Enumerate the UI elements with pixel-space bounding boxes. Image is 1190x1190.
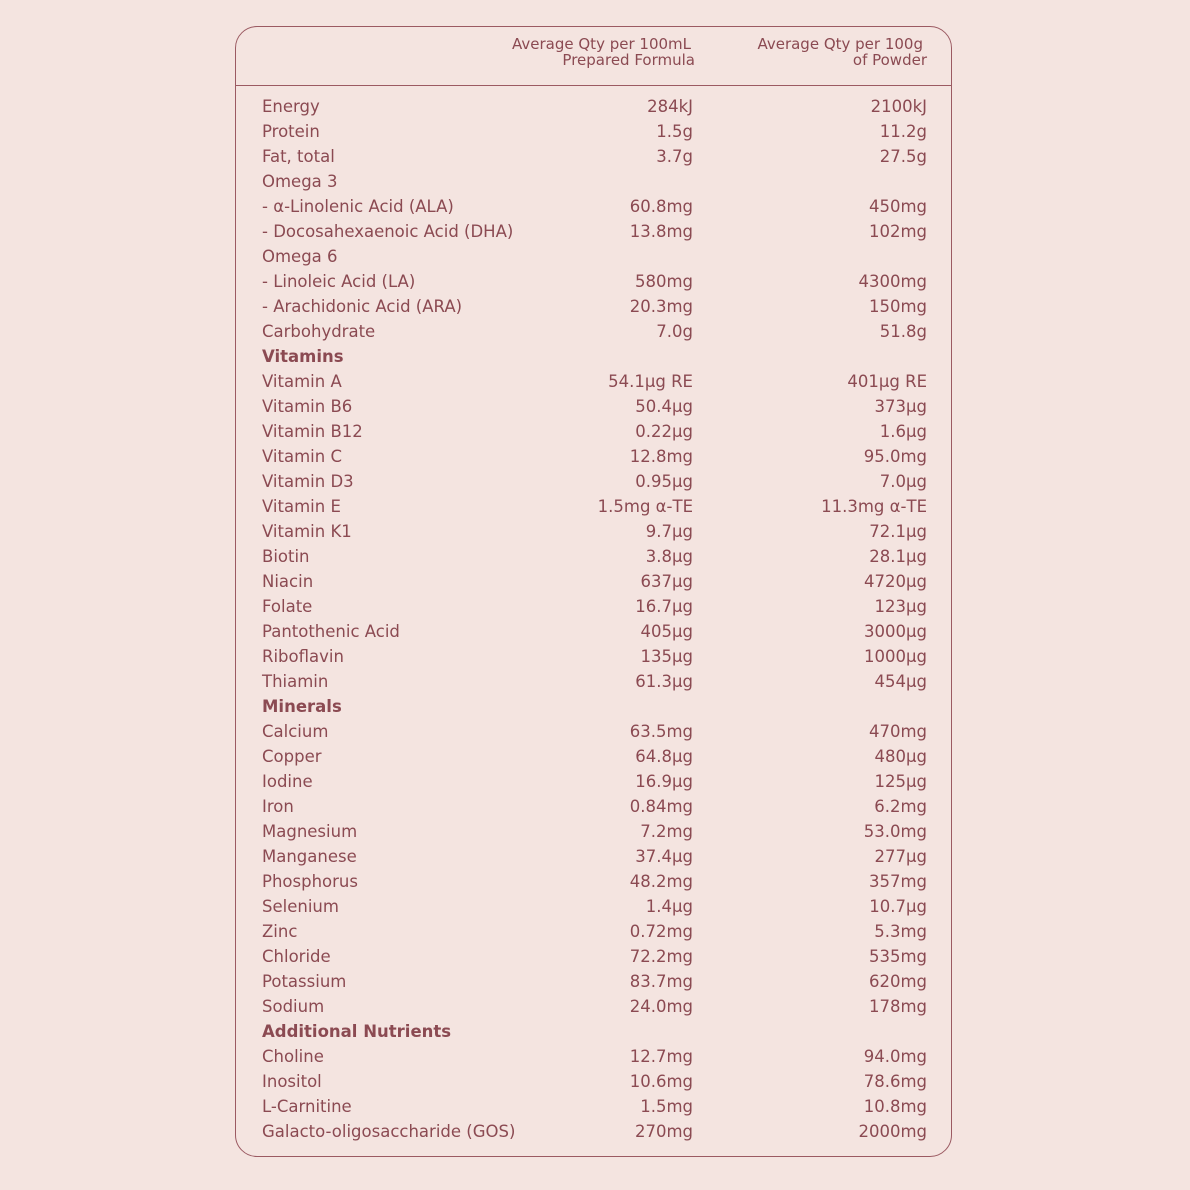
column-header-per-100ml-line1: Average Qty per 100mL	[512, 35, 691, 53]
nutrient-name: L-Carnitine	[262, 1097, 352, 1116]
value-per-100ml: 72.2mg	[629, 947, 693, 966]
table-row	[236, 394, 951, 419]
value-per-100ml: 7.2mg	[640, 822, 693, 841]
nutrient-name: Sodium	[262, 997, 325, 1016]
table-row	[236, 1069, 951, 1094]
value-per-100ml: 1.5g	[656, 122, 693, 141]
value-per-100g: 450mg	[868, 197, 927, 216]
table-row	[236, 519, 951, 544]
column-header-per-100ml	[512, 36, 695, 68]
value-per-100g: 3000μg	[864, 622, 927, 641]
nutrient-name: Zinc	[262, 922, 298, 941]
table-row	[236, 444, 951, 469]
nutrient-name: Inositol	[262, 1072, 322, 1091]
value-per-100g: 5.3mg	[874, 922, 927, 941]
value-per-100ml: 3.8μg	[645, 547, 693, 566]
value-per-100ml: 12.7mg	[629, 1047, 693, 1066]
nutrient-name: Vitamin D3	[262, 472, 354, 491]
nutrient-name: Thiamin	[262, 672, 329, 691]
table-row	[236, 944, 951, 969]
nutrient-name: Carbohydrate	[262, 322, 376, 341]
column-header-per-100g	[757, 36, 927, 68]
value-per-100ml: 20.3mg	[629, 297, 693, 316]
value-per-100ml: 60.8mg	[629, 197, 693, 216]
table-row	[236, 1119, 951, 1144]
nutrient-name: Chloride	[262, 947, 331, 966]
nutrient-name: Potassium	[262, 972, 347, 991]
table-row	[236, 119, 951, 144]
table-row	[236, 619, 951, 644]
nutrient-name: Calcium	[262, 722, 329, 741]
value-per-100ml: 16.7μg	[635, 597, 693, 616]
table-row	[236, 669, 951, 694]
table-row	[236, 719, 951, 744]
value-per-100g: 123μg	[874, 597, 927, 616]
nutrient-name: Copper	[262, 747, 322, 766]
table-row	[236, 869, 951, 894]
value-per-100g: 1.6μg	[879, 422, 927, 441]
table-row	[236, 594, 951, 619]
value-per-100ml: 1.4μg	[645, 897, 693, 916]
value-per-100ml: 135μg	[640, 647, 693, 666]
value-per-100ml: 10.6mg	[629, 1072, 693, 1091]
table-row	[236, 994, 951, 1019]
value-per-100ml: 24.0mg	[629, 997, 693, 1016]
nutrient-name: Omega 6	[262, 247, 338, 266]
table-row	[236, 919, 951, 944]
value-per-100g: 78.6mg	[863, 1072, 927, 1091]
value-per-100ml: 284kJ	[647, 97, 693, 116]
value-per-100g: 277μg	[874, 847, 927, 866]
table-row	[236, 169, 951, 194]
nutrient-name: Biotin	[262, 547, 310, 566]
value-per-100ml: 1.5mg	[640, 1097, 693, 1116]
table-row	[236, 544, 951, 569]
section-heading-row	[236, 1019, 951, 1044]
value-per-100ml: 405μg	[640, 622, 693, 641]
table-header	[236, 27, 951, 86]
nutrient-name: Vitamin A	[262, 372, 342, 391]
nutrient-name: Energy	[262, 97, 320, 116]
value-per-100ml: 0.22μg	[635, 422, 693, 441]
table-row	[236, 844, 951, 869]
value-per-100g: 4300mg	[858, 272, 927, 291]
value-per-100ml: 64.8μg	[635, 747, 693, 766]
value-per-100ml: 9.7μg	[645, 522, 693, 541]
value-per-100g: 2100kJ	[870, 97, 927, 116]
table-row	[236, 769, 951, 794]
value-per-100ml: 0.95μg	[635, 472, 693, 491]
section-heading: Minerals	[262, 697, 342, 716]
value-per-100g: 28.1μg	[869, 547, 927, 566]
table-row	[236, 194, 951, 219]
table-row	[236, 219, 951, 244]
value-per-100g: 470mg	[868, 722, 927, 741]
value-per-100g: 178mg	[868, 997, 927, 1016]
section-heading-row	[236, 344, 951, 369]
value-per-100g: 620mg	[868, 972, 927, 991]
value-per-100ml: 16.9μg	[635, 772, 693, 791]
nutrient-name: - Linoleic Acid (LA)	[262, 272, 416, 291]
value-per-100ml: 12.8mg	[629, 447, 693, 466]
nutrient-name: Vitamin E	[262, 497, 341, 516]
value-per-100g: 51.8g	[879, 322, 927, 341]
value-per-100ml: 0.84mg	[629, 797, 693, 816]
value-per-100g: 102mg	[868, 222, 927, 241]
nutrient-name: Vitamin K1	[262, 522, 352, 541]
table-body	[236, 94, 951, 1144]
value-per-100g: 150mg	[868, 297, 927, 316]
value-per-100g: 7.0μg	[879, 472, 927, 491]
nutrient-name: - Docosahexaenoic Acid (DHA)	[262, 222, 514, 241]
nutrient-name: Folate	[262, 597, 313, 616]
value-per-100ml: 63.5mg	[629, 722, 693, 741]
value-per-100g: 94.0mg	[863, 1047, 927, 1066]
table-row	[236, 819, 951, 844]
value-per-100g: 2000mg	[858, 1122, 927, 1141]
value-per-100g: 401μg RE	[847, 372, 927, 391]
value-per-100g: 72.1μg	[869, 522, 927, 541]
value-per-100g: 480μg	[874, 747, 927, 766]
value-per-100g: 373μg	[874, 397, 927, 416]
nutrient-name: Vitamin B6	[262, 397, 353, 416]
column-header-per-100g-line2: of Powder	[852, 51, 927, 69]
value-per-100ml: 54.1μg RE	[608, 372, 693, 391]
value-per-100ml: 37.4μg	[635, 847, 693, 866]
table-row	[236, 469, 951, 494]
value-per-100ml: 50.4μg	[635, 397, 693, 416]
value-per-100ml: 7.0g	[656, 322, 693, 341]
value-per-100ml: 61.3μg	[635, 672, 693, 691]
table-row	[236, 569, 951, 594]
table-row	[236, 319, 951, 344]
table-row	[236, 969, 951, 994]
section-heading-row	[236, 694, 951, 719]
value-per-100g: 95.0mg	[863, 447, 927, 466]
value-per-100g: 10.7μg	[869, 897, 927, 916]
nutrient-name: Protein	[262, 122, 320, 141]
table-row	[236, 419, 951, 444]
value-per-100g: 11.2g	[879, 122, 927, 141]
value-per-100ml: 3.7g	[656, 147, 693, 166]
value-per-100g: 535mg	[868, 947, 927, 966]
nutrient-name: - Arachidonic Acid (ARA)	[262, 297, 463, 316]
table-row	[236, 644, 951, 669]
value-per-100ml: 48.2mg	[629, 872, 693, 891]
value-per-100g: 27.5g	[879, 147, 927, 166]
nutrition-table	[235, 26, 952, 1157]
section-heading: Vitamins	[262, 347, 344, 366]
value-per-100g: 53.0mg	[863, 822, 927, 841]
table-row	[236, 894, 951, 919]
value-per-100ml: 270mg	[634, 1122, 693, 1141]
nutrient-name: Galacto-oligosaccharide (GOS)	[262, 1122, 516, 1141]
value-per-100ml: 637μg	[640, 572, 693, 591]
value-per-100g: 11.3mg α-TE	[821, 497, 927, 516]
value-per-100ml: 83.7mg	[629, 972, 693, 991]
table-row	[236, 744, 951, 769]
table-row	[236, 244, 951, 269]
nutrient-name: Phosphorus	[262, 872, 358, 891]
table-row	[236, 1044, 951, 1069]
nutrient-name: - α-Linolenic Acid (ALA)	[262, 197, 454, 216]
table-row	[236, 794, 951, 819]
column-header-per-100ml-line2: Prepared Formula	[562, 51, 695, 69]
column-header-per-100g-line1: Average Qty per 100g	[757, 35, 923, 53]
nutrient-name: Choline	[262, 1047, 324, 1066]
nutrient-name: Manganese	[262, 847, 357, 866]
nutrient-name: Selenium	[262, 897, 339, 916]
table-row	[236, 144, 951, 169]
nutrient-name: Vitamin C	[262, 447, 342, 466]
nutrient-name: Magnesium	[262, 822, 358, 841]
value-per-100ml: 1.5mg α-TE	[597, 497, 693, 516]
value-per-100ml: 13.8mg	[629, 222, 693, 241]
nutrient-name: Vitamin B12	[262, 422, 363, 441]
nutrient-name: Iodine	[262, 772, 313, 791]
value-per-100g: 6.2mg	[874, 797, 927, 816]
section-heading: Additional Nutrients	[262, 1022, 452, 1041]
nutrient-name: Fat, total	[262, 147, 335, 166]
table-row	[236, 1094, 951, 1119]
table-row	[236, 494, 951, 519]
value-per-100g: 125μg	[874, 772, 927, 791]
nutrient-name: Pantothenic Acid	[262, 622, 400, 641]
value-per-100g: 4720μg	[864, 572, 927, 591]
value-per-100g: 10.8mg	[863, 1097, 927, 1116]
table-row	[236, 94, 951, 119]
value-per-100g: 1000μg	[864, 647, 927, 666]
nutrient-name: Niacin	[262, 572, 314, 591]
value-per-100g: 454μg	[874, 672, 927, 691]
nutrient-name: Riboflavin	[262, 647, 344, 666]
value-per-100ml: 0.72mg	[629, 922, 693, 941]
table-row	[236, 294, 951, 319]
table-row	[236, 269, 951, 294]
table-row	[236, 369, 951, 394]
value-per-100g: 357mg	[868, 872, 927, 891]
nutrient-name: Iron	[262, 797, 294, 816]
nutrient-name: Omega 3	[262, 172, 338, 191]
value-per-100ml: 580mg	[634, 272, 693, 291]
